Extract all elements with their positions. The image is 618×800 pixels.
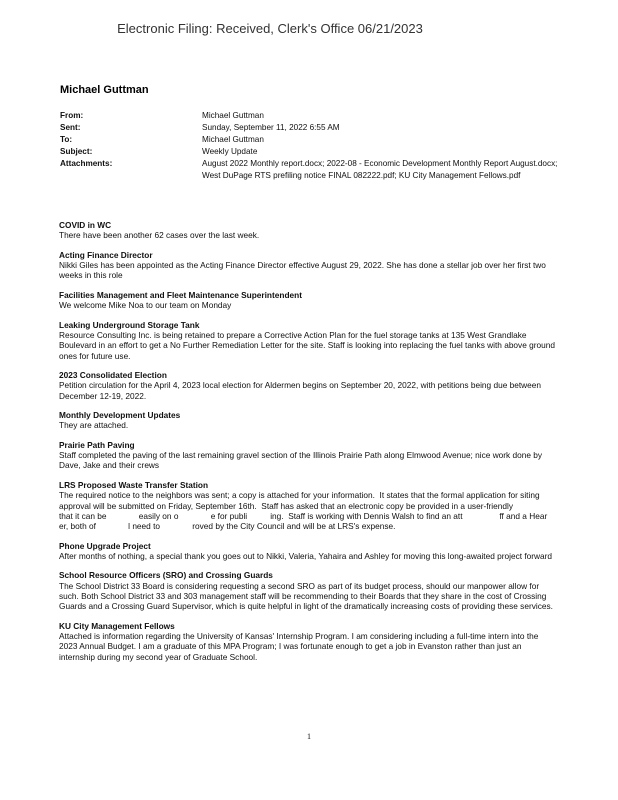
section-sro-crossing-guards [59,570,559,611]
section-text: After months of nothing, a special thank you goes out to Nikki, Valeria, Yahaira and Ashley for moving this long-awaited project forward [59,550,553,561]
header-row-from [60,110,560,122]
sender-name: Michael Guttman [60,84,149,96]
attachments-label: Attachments: [60,159,113,168]
section-facilities-management [59,290,559,311]
section-text: They are attached. [59,420,129,431]
section-ku-fellows [59,621,559,662]
section-title: Monthly Development Updates [59,410,181,421]
section-prairie-path [59,440,559,471]
section-text: Nikki Giles has been appointed as the Acting Finance Director effective August 29, 2022. She has done a stellar job over her first two weeks in this role [59,260,546,281]
section-text: Resource Consulting Inc. is being retained to prepare a Corrective Action Plan for the fuel storage tanks at 135 West Grandlake Boulevard in an effort to get a No Further Remediation Letter for the site. Staff is looking into replacing the fuel tanks with above ground ones for future use. [59,329,555,361]
section-text: The required notice to the neighbors was sent; a copy is attached for your information. It states that the formal application for siting approval will be submitted on Friday, September 16th. Staff has asked that an electronic copy be provided in a user-friendly that it can be easily on o e for publi ing. Staff is working with Dennis Walsh to find an att ff and a Hear er, both of l need to roved by the City Council and will be at LRS's expense. [59,490,580,532]
subject-label: Subject: [60,147,93,156]
section-title: Prairie Path Paving [59,439,135,450]
section-covid [59,220,559,241]
section-title: 2023 Consolidated Election [59,370,167,381]
section-title: Acting Finance Director [59,249,153,260]
section-title: KU City Management Fellows [59,620,175,631]
to-value: Michael Guttman [202,135,264,144]
section-phone-upgrade [59,541,559,562]
header-row-sent [60,122,560,134]
section-text: Petition circulation for the April 4, 2023 local election for Aldermen begins on September 20, 2022, with petitions being due between December 12-19, 2022. [59,380,541,401]
section-title: LRS Proposed Waste Transfer Station [59,479,209,490]
page-number: 1 [307,732,311,741]
email-body [59,220,580,671]
section-title: Phone Upgrade Project [59,540,151,551]
section-text: Attached is information regarding the University of Kansas' Internship Program. I am considering including a full-time intern into the 2023 Annual Budget. I am a graduate of this MPA Program; I was fortunate enough to get a job in Evanston rather than just an internship during my second year of Graduate School. [59,631,539,662]
section-lrs-waste-transfer [59,479,580,532]
section-title: COVID in WC [59,220,112,230]
section-text: There have been another 62 cases over the last week. [59,230,260,241]
header-row-to [60,134,560,146]
to-label: To: [60,135,73,144]
section-title: Facilities Management and Fleet Maintenance Superintendent [59,289,302,300]
section-text: We welcome Mike Noa to our team on Monday [59,300,232,311]
section-monthly-development [59,410,559,431]
sent-label: Sent: [60,123,81,132]
section-text: Staff completed the paving of the last remaining gravel section of the Illinois Prairie Path along Elmwood Avenue; nice work done by Dave, Jake and their crews [59,450,543,471]
sent-value: Sunday, September 11, 2022 6:55 AM [202,123,340,132]
section-title: Leaking Underground Storage Tank [59,319,200,330]
subject-value: Weekly Update [202,147,258,156]
filing-stamp: Electronic Filing: Received, Clerk's Office 06/21/2023 [117,21,423,36]
section-text: The School District 33 Board is considering requesting a second SRO as part of its budget process, should our manpower allow for such. Both School District 33 and 303 management staff will be recommending to their Boards that they share in the cost of Crossing Guards and a Crossing Guard Supervisor, which is quite helpful in light of the dramatically increasing costs of providing these services. [59,580,553,612]
section-leaking-tank [59,320,559,361]
email-header [60,110,560,182]
section-title: School Resource Officers (SRO) and Crossing Guards [59,570,273,581]
section-election [59,370,559,401]
header-row-subject [60,146,560,158]
from-label: From: [60,111,84,120]
from-value: Michael Guttman [202,111,264,120]
header-row-attachments [60,158,560,182]
attachments-value: August 2022 Monthly report.docx; 2022-08 - Economic Development Monthly Report August.docx; West DuPage RTS prefiling notice FINAL 082222.pdf; KU City Management Fellows.pdf [202,159,558,180]
section-acting-finance-director [59,250,559,281]
